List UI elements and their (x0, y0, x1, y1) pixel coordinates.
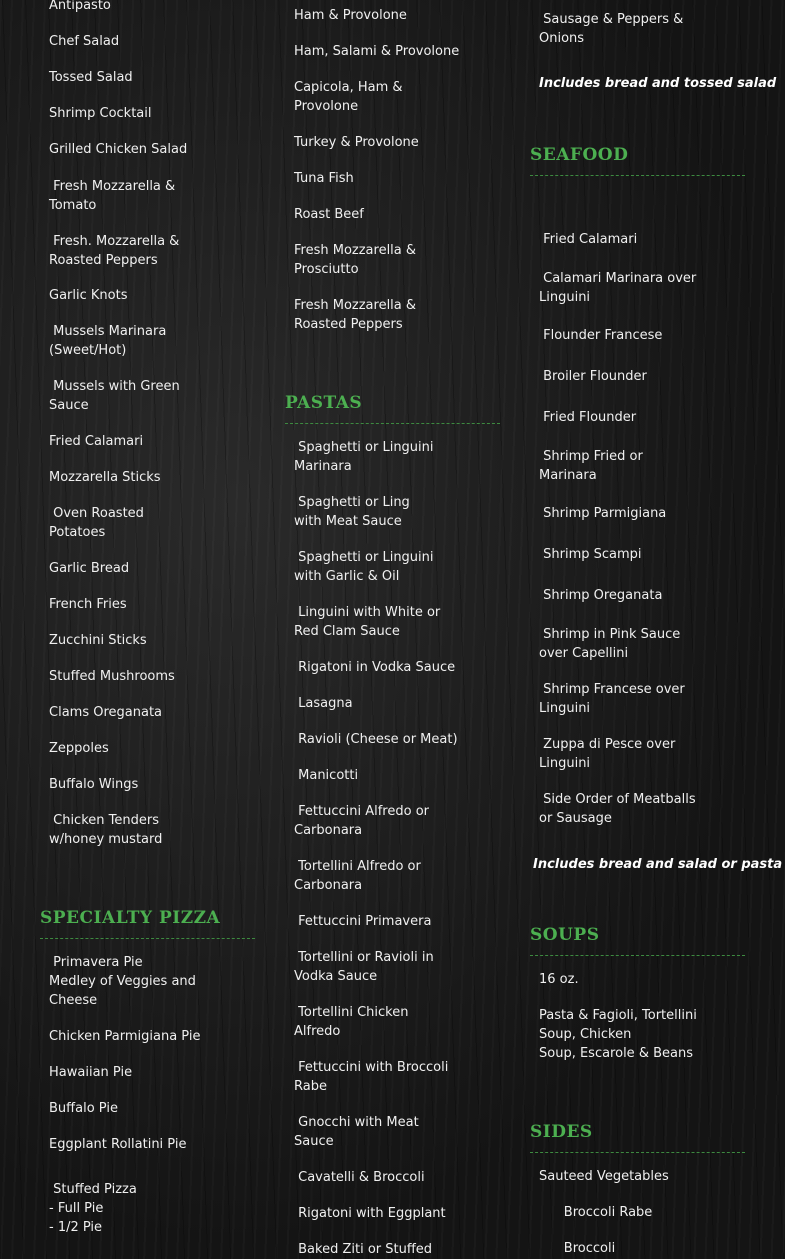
menu-item-name: Primavera Pie Medley of Veggies and Cheese (49, 955, 196, 1008)
menu-item-name: Shrimp Oreganata (539, 588, 663, 603)
menu-item-name: Fried Calamari (49, 434, 144, 449)
menu-item-name: Mussels Marinara (Sweet/Hot) (49, 324, 167, 358)
menu-item-name: Fettuccini with Broccoli Rabe (294, 1060, 449, 1094)
menu-item-name: Fresh Mozzarella & Roasted Peppers (294, 298, 417, 332)
menu-item-name: Capicola, Ham & Provolone (294, 80, 403, 114)
sides-divider (530, 1152, 745, 1153)
menu-item-name: Lasagna (294, 696, 353, 711)
menu-item-name: Broiler Flounder (539, 369, 647, 384)
menu-item-name: Tortellini Chicken Alfredo (294, 1005, 409, 1039)
menu-item-name: Chicken Parmigiana Pie (49, 1029, 201, 1044)
menu-item-name: Tossed Salad (49, 70, 133, 85)
menu-item-name: Sauteed Vegetables (539, 1169, 669, 1184)
menu-item-name: Linguini with White or Red Clam Sauce (294, 605, 441, 639)
menu-item-name: Clams Oreganata (49, 705, 163, 720)
menu-item-name: Side Order of Meatballs or Sausage (539, 792, 696, 826)
seafood-heading: SEAFOOD (530, 145, 629, 165)
menu-item-name: Sausage & Peppers & Onions (539, 12, 684, 46)
menu-item-name: Oven Roasted Potatoes (49, 506, 144, 540)
menu-item-name: Turkey & Provolone (294, 135, 419, 150)
menu-item-name: Fettuccini Primavera (294, 914, 432, 929)
menu-item-name: Spaghetti or Linguini Marinara (294, 440, 434, 474)
menu-item-name: Buffalo Pie (49, 1101, 118, 1116)
menu-item-name: Fried Flounder (539, 410, 637, 425)
menu-item-name: Grilled Chicken Salad (49, 142, 188, 157)
menu-item-name: Garlic Knots (49, 288, 128, 303)
soups-heading: SOUPS (530, 925, 600, 945)
menu-item-name: Zeppoles (49, 741, 109, 756)
specialty-pizza-heading: SPECIALTY PIZZA (40, 908, 221, 928)
menu-item-name: Spaghetti or Linguini with Garlic & Oil (294, 550, 434, 584)
menu-item-name: Shrimp Cocktail (49, 106, 152, 121)
menu-item-name: Tuna Fish (294, 171, 354, 186)
menu-item-name: Chef Salad (49, 34, 120, 49)
menu-item-name: Rigatoni with Eggplant (294, 1206, 446, 1221)
menu-item-name: Mussels with Green Sauce (49, 379, 180, 413)
seafood-divider (530, 175, 745, 176)
menu-item-name: Fresh Mozzarella & Tomato (49, 179, 176, 213)
menu-item-name: Shrimp Fried or Marinara (539, 449, 643, 483)
menu-item-name: Ham, Salami & Provolone (294, 44, 460, 59)
menu-item-name: Stuffed Pizza - Full Pie - 1/2 Pie (49, 1182, 137, 1235)
menu-item-name: Pasta & Fagioli, Tortellini Soup, Chicken Soup, Escarole & Beans (539, 1008, 697, 1061)
menu-item-name: Antipasto (49, 0, 111, 13)
menu-item-name: Buffalo Wings (49, 777, 139, 792)
soups-divider (530, 955, 745, 956)
menu-item-name: Gnocchi with Meat Sauce (294, 1115, 419, 1149)
menu-item-name: Stuffed Mushrooms (49, 669, 175, 684)
specialty-pizza-divider (40, 938, 255, 939)
menu-item-name: Fettuccini Alfredo or Carbonara (294, 804, 429, 838)
sides-heading: SIDES (530, 1122, 593, 1142)
menu-item-name: Ravioli (Cheese or Meat) (294, 732, 458, 747)
menu-item-name: Ham & Provolone (294, 8, 407, 23)
menu-item-name: Hawaiian Pie (49, 1065, 133, 1080)
menu-item-name: 16 oz. (539, 972, 579, 987)
menu-item-name: Mozzarella Sticks (49, 470, 161, 485)
menu-item-name: Flounder Francese (539, 328, 663, 343)
menu-item-name: Shrimp in Pink Sauce over Capellini (539, 627, 681, 661)
entrees-note: Includes bread and tossed salad (539, 76, 777, 91)
menu-item-name: Shrimp Francese over Linguini (539, 682, 685, 716)
menu-item-name: Shrimp Parmigiana (539, 506, 667, 521)
menu-item-name: Tortellini or Ravioli in Vodka Sauce (294, 950, 434, 984)
menu-item-name: Eggplant Rollatini Pie (49, 1137, 187, 1152)
menu-item-name: Roast Beef (294, 207, 364, 222)
menu-item-name: Manicotti (294, 768, 359, 783)
menu-item-name: French Fries (49, 597, 127, 612)
menu-item-name: Zucchini Sticks (49, 633, 147, 648)
menu-item-name: Zuppa di Pesce over Linguini (539, 737, 676, 771)
menu-item-name: Fried Calamari (539, 232, 638, 247)
menu-item-name: Chicken Tenders w/honey mustard (49, 813, 163, 847)
menu-item-name: Tortellini Alfredo or Carbonara (294, 859, 421, 893)
pastas-heading: PASTAS (285, 393, 363, 413)
menu-item-name: Shrimp Scampi (539, 547, 642, 562)
menu-item-name: Fresh Mozzarella & Prosciutto (294, 243, 417, 277)
menu-item-name: Baked Ziti or Stuffed (294, 1242, 433, 1257)
menu-item-name: Calamari Marinara over Linguini (539, 271, 697, 305)
pastas-divider (285, 423, 500, 424)
menu-item-name: Rigatoni in Vodka Sauce (294, 660, 456, 675)
seafood-note: Includes bread and salad or pasta (533, 857, 783, 872)
menu-item-name: Fresh. Mozzarella & Roasted Peppers (49, 234, 180, 268)
menu-item-name: Spaghetti or Ling with Meat Sauce (294, 495, 410, 529)
menu-item-name: Broccoli (539, 1241, 616, 1256)
menu-item-name: Cavatelli & Broccoli (294, 1170, 425, 1185)
menu-item-name: Broccoli Rabe (539, 1205, 653, 1220)
menu-item-name: Garlic Bread (49, 561, 130, 576)
